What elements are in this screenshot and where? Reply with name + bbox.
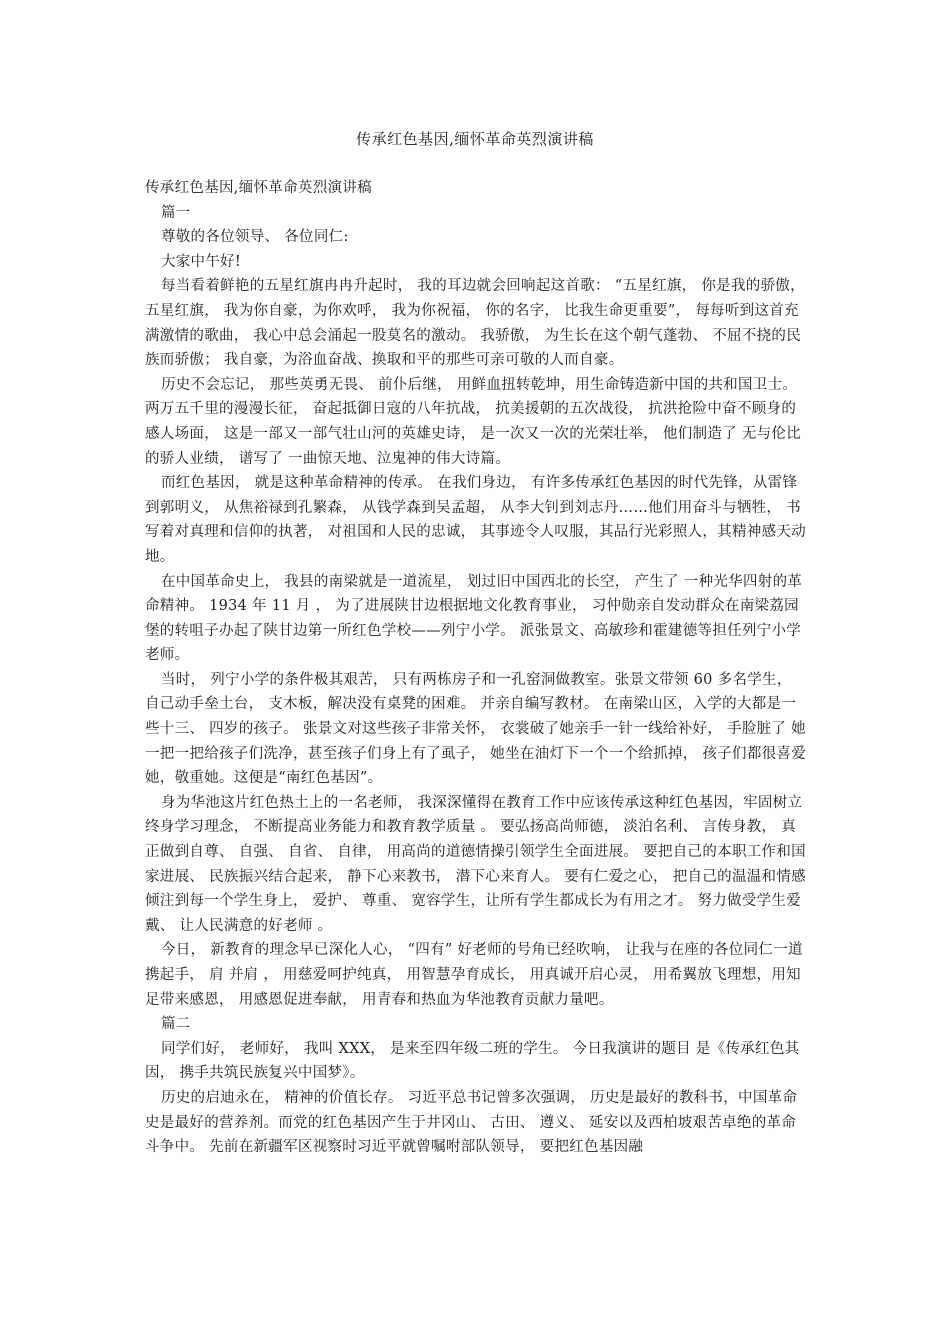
paragraph: 在中国革命史上， 我县的南梁就是一道流星， 划过旧中国西北的长空， 产生了 一种光华四射的革命精神。 1934 年 11 月 ， 为了进展陕甘边根据地文化教育事业， 习仲勋亲自发动群众在南梁荔园堡的转咀子办起了陕甘边第一所红色学校——列宁小学。 派张景文、高敏珍和霍建德等担任列宁小学老师。 <box>145 573 803 664</box>
paragraph: 历史的启迪永在， 精神的价值长存。 习近平总书记曾多次强调， 历史是最好的教科书，中国革命史是最好的营养剂。而党的红色基因产生于井冈山、 古田、 遵义、 延安以及西柏坡艰苦卓绝的革命斗争中。 先前在新疆军区视察时习近平就曾嘱咐部队领导， 要把红色基因融 <box>145 1089 798 1156</box>
paragraph: 而红色基因， 就是这种革命精神的传承。 在我们身边， 有许多传承红色基因的时代先锋，从雷锋到郭明义， 从焦裕禄到孔繁森， 从钱学森到吴孟超， 从李大钊到刘志丹……他们用奋斗与牺牲， 书写着对真理和信仰的执著， 对祖国和人民的忠诚， 其事迹令人叹服，其品行光彩照人，其精神感天动地。 <box>145 475 807 565</box>
paragraph: 尊敬的各位领导、 各位同仁: <box>160 229 349 246</box>
document-body <box>145 176 810 1160</box>
paragraph: 每当看着鲜艳的五星红旗冉冉升起时， 我的耳边就会回响起这首歌： “五星红旗， 你是我的骄傲， 五星红旗， 我为你自豪，为你欢呼， 我为你祝福， 你的名字， 比我生命更重要”， 每每听到这首充满激情的歌曲， 我心中总会涌起一股莫名的激动。 我骄傲， 为生长在这个朝气蓬勃、 不屈不挠的民族而骄傲； 我自豪，为浴血奋战、换取和平的那些可亲可敬的人而自豪。 <box>145 278 810 369</box>
paragraph: 同学们好， 老师好， 我叫 XXX， 是来至四年级二班的学生。 今日我演讲的题目 是《传承红色其因， 携手共筑民族复兴中国梦》。 <box>145 1040 800 1082</box>
paragraph: 当时， 列宁小学的条件极其艰苦， 只有两栋房子和一孔窑洞做教室。张景文带领 60 多名学生， 自己动手垒土台， 支木板，解决没有桌凳的困难。 并亲自编写教材。 在南梁山区，入学的大都是一些十三、 四岁的孩子。 张景文对这些孩子非常关怀， 衣裳破了她亲手一针一线给补好， 手脸脏了 她一把一把给孩子们洗净，甚至孩子们身上有了虱子， 她坐在油灯下一个一个给抓掉， 孩子们都很喜爱她，敬重她。这便是“南红色基因”。 <box>145 671 807 787</box>
paragraph: 身为华池这片红色热土上的一名老师， 我深深懂得在教育工作中应该传承这种红色基因，牢固树立终身学习理念， 不断提高业务能力和教育教学质量 。 要弘扬高尚师德， 淡泊名利、 言传身教， 真正做到自尊、 自强、 自省、 自律， 用高尚的道德情操引领学生全面进展。 要把自己的本职工作和国家进展、 民族振兴结合起来， 静下心来教书， 潜下心来育人。 要有仁爱之心， 把自己的温温和情感倾注到每一个学生身上， 爱护、 尊重、 宽容学生，让所有学生都成长为有用之才。 努力做受学生爱戴、 让人民满意的好老师 。 <box>145 794 806 934</box>
paragraph: 篇二 <box>160 1016 191 1033</box>
paragraph: 大家中午好! <box>160 253 242 270</box>
paragraph: 篇一 <box>160 204 191 221</box>
paragraph: 历史不会忘记， 那些英勇无畏、 前仆后继， 用鲜血扭转乾坤，用生命铸造新中国的共和国卫士。 两万五千里的漫漫长征， 奋起抵御日寇的八年抗战， 抗美援朝的五次战役， 抗洪抢险中奋不顾身的感人场面， 这是一部又一部气壮山河的英雄史诗， 是一次又一次的光荣壮举， 他们制造了 无与伦比的骄人业绩， 谱写了 一曲惊天地、泣鬼神的伟大诗篇。 <box>145 376 803 467</box>
paragraph: 今日， 新教育的理念早已深化人心， “四有” 好老师的号角已经吹响， 让我与在座的各位同仁一道携起手， 肩 并肩 ， 用慈爱呵护纯真， 用智慧孕育成长， 用真诚开启心灵， 用希翼放飞理想，用知足带来感恩， 用感恩促进奉献， 用青春和热血为华池教育贡献力量吧。 <box>145 942 803 1008</box>
document-title: 传承红色基因,缅怀革命英烈演讲稿 <box>356 130 594 148</box>
paragraph: 传承红色基因,缅怀革命英烈演讲稿 <box>145 180 372 196</box>
